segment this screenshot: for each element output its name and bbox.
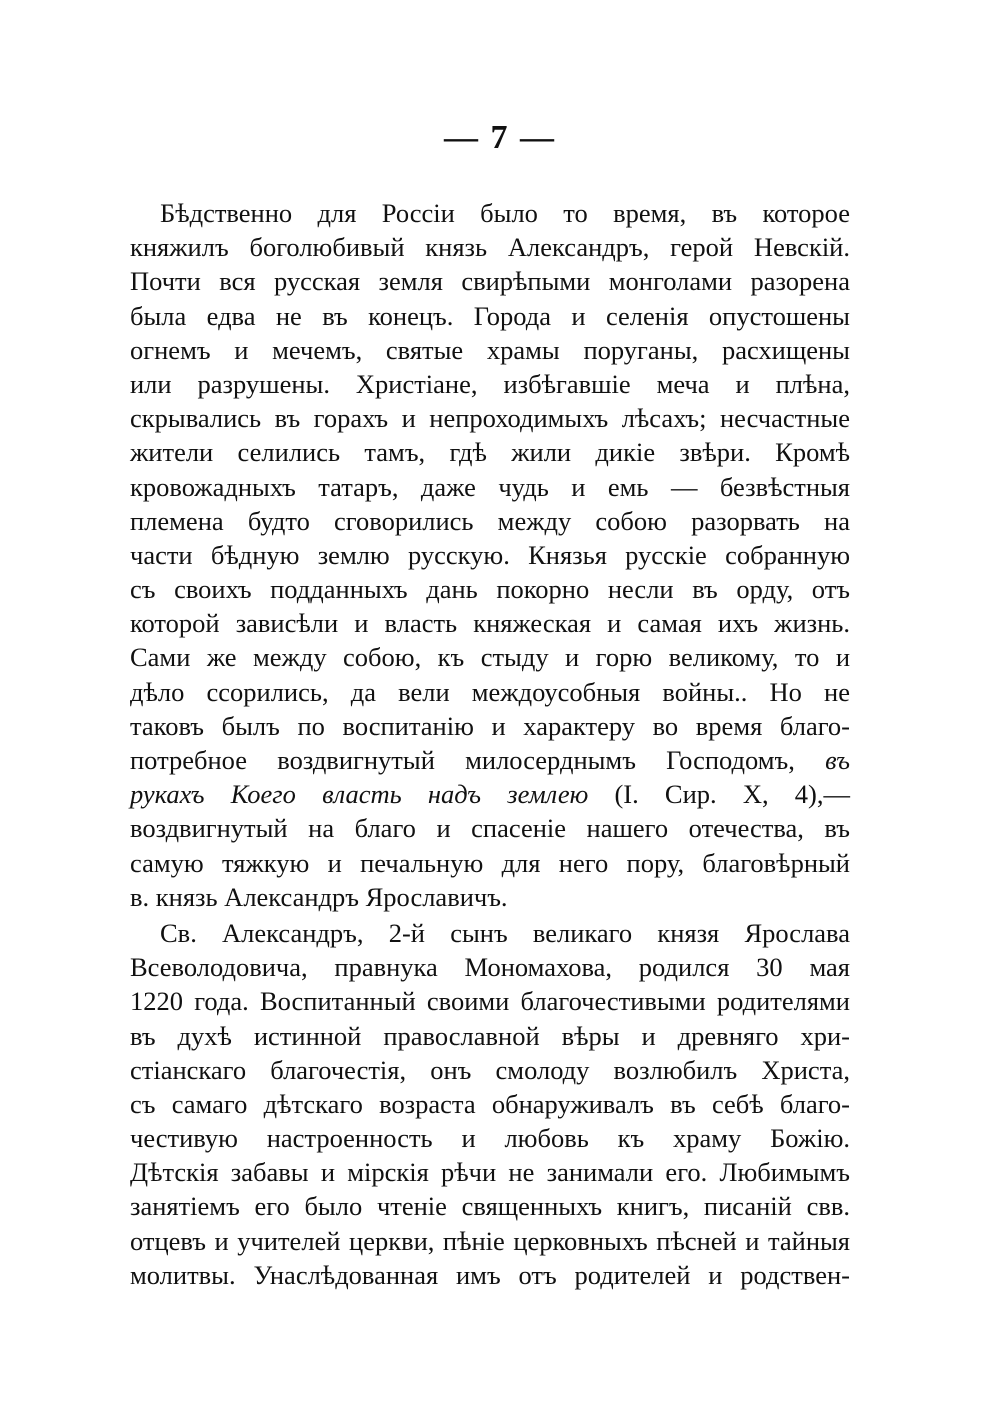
text-line: Сами же между собою, къ стыду и горю великому, то и xyxy=(130,642,850,673)
scripture-citation: (I. Сир. X, 4),— xyxy=(614,779,851,810)
text-line: или разрушены. Христіане, избѣгавшіе меча и плѣна, xyxy=(130,368,850,399)
text-line: стіанскаго благочестія, онъ смолоду возлюбилъ Христа, xyxy=(130,1054,850,1085)
text-line: занятіемъ его было чтеніе священныхъ книгъ, писаній свв. xyxy=(130,1191,850,1222)
text-line: воздвигнутый на благо и спасеніе нашего отечества, въ xyxy=(130,813,850,844)
text-line-with-italic xyxy=(130,743,850,777)
text-line: 1220 года. Воспитанный своими благочестивыми родителями xyxy=(130,986,850,1017)
text-line: дѣло ссорились, да вели междоусобныя войны.. Но не xyxy=(130,676,850,707)
text-line: отцевъ и учителей церкви, пѣніе церковныхъ пѣсней и тайныя xyxy=(130,1225,850,1256)
text-line: молитвы. Унаслѣдованная имъ отъ родителей и родствен- xyxy=(130,1259,850,1290)
text-line: Св. Александръ, 2-й сынъ великаго князя Ярослава xyxy=(160,917,850,948)
text-line: съ самаго дѣтскаго возраста обнаруживалъ въ себѣ благо- xyxy=(130,1088,850,1119)
text-line-with-citation xyxy=(130,777,850,811)
text-line: Бѣдственно для Россіи было то время, въ которое xyxy=(160,198,850,228)
text-line: скрывались въ горахъ и непроходимыхъ лѣсахъ; несчастные xyxy=(130,403,850,434)
italic-quote: рукахъ Коего власть надъ землею xyxy=(130,779,589,810)
text-line: которой зависѣли и власть княжеская и самая ихъ жизнь. xyxy=(130,608,850,639)
text-line: самую тяжкую и печальную для него пору, благовѣрный xyxy=(130,847,850,878)
text-line: таковъ былъ по воспитанію и характеру во время благо- xyxy=(130,710,850,741)
text-line: Всеволодовича, правнука Мономахова, родился 30 мая xyxy=(130,952,850,983)
text-line: части бѣдную землю русскую. Князья русскіе собранную xyxy=(130,539,850,570)
text-line: въ духѣ истинной православной вѣры и древняго хри- xyxy=(130,1020,850,1051)
text-line: Почти вся русская земля свирѣпыми монголами разорена xyxy=(130,266,850,297)
text-line: жители селились тамъ, гдѣ жили дикіе звѣри. Кромѣ xyxy=(130,437,850,468)
text-line: княжилъ боголюбивый князь Александръ, герой Невскій. xyxy=(130,232,850,263)
text-line: Дѣтскія забавы и мірскія рѣчи не занимали его. Любимымъ xyxy=(130,1157,850,1188)
text-line: огнемъ и мечемъ, святые храмы поруганы, расхищены xyxy=(130,334,850,365)
text-line: честивую настроенность и любовь къ храму Божію. xyxy=(130,1123,850,1154)
paragraph-2 xyxy=(130,916,850,1292)
paragraph-1 xyxy=(130,196,850,914)
body-text xyxy=(130,196,850,1292)
text-line: племена будто сговорились между собою разорвать на xyxy=(130,505,850,536)
text-line: в. князь Александръ Ярославичъ. xyxy=(130,881,508,912)
italic-text: въ xyxy=(825,745,851,775)
text-line: съ своихъ подданныхъ дань покорно несли въ орду, отъ xyxy=(130,574,850,605)
text-line: была едва не въ конецъ. Города и селенія опустошены xyxy=(130,300,850,331)
page-number: — 7 — xyxy=(444,119,556,156)
text-line: кровожадныхъ татаръ, даже чудь и емь — безвѣстныя xyxy=(130,471,850,502)
text-segment: потребное воздвигнутый милосерднымъ Господомъ, xyxy=(130,745,795,775)
